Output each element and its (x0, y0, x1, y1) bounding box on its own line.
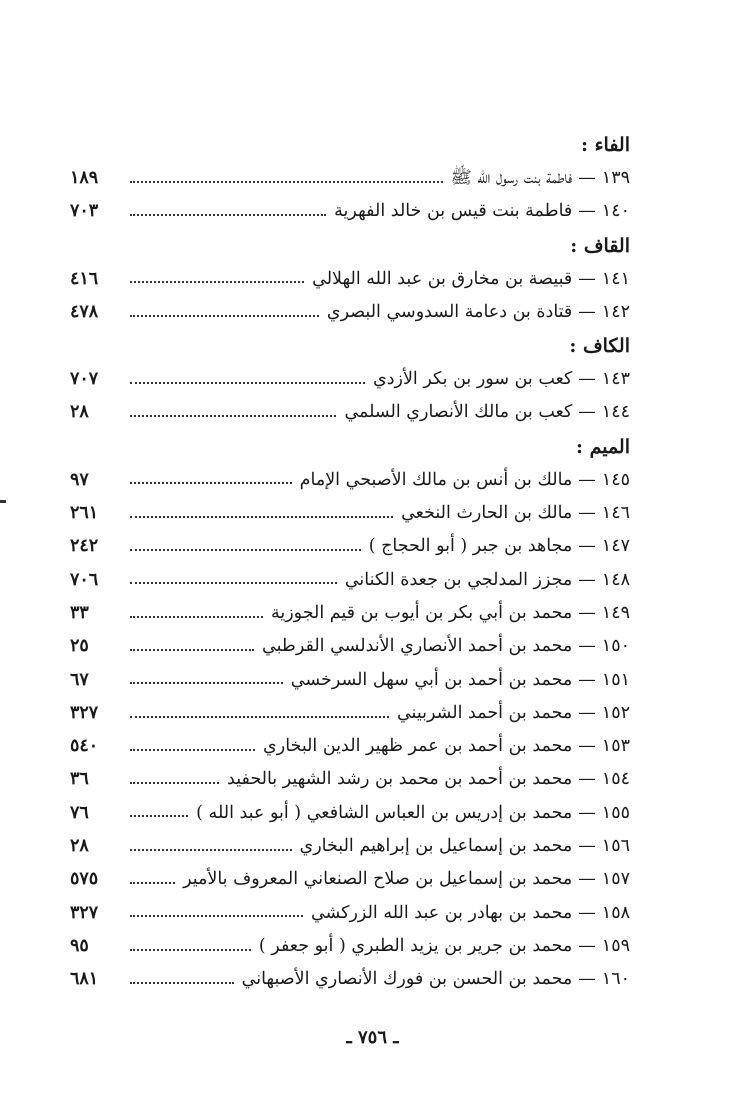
entry-dash: — (578, 503, 596, 524)
entry-page-number: ٧٦ (70, 802, 89, 823)
index-entry (70, 630, 630, 663)
dot-leader (130, 415, 336, 417)
entry-page-number: ٥٤٠ (70, 736, 99, 757)
entry-number: ١٥١ (601, 669, 630, 690)
entry-dash: — (578, 702, 596, 723)
entry-name: محمد بن إسماعيل بن إبراهيم البخاري (299, 836, 573, 857)
index-entry (70, 530, 630, 563)
entry-number: ١٤٣ (601, 369, 630, 390)
entry-page-number: ٢٨ (70, 402, 89, 423)
section-heading: الفاء : (580, 134, 630, 156)
entry-dash: — (578, 669, 596, 690)
entry-number: ١٤١ (601, 268, 630, 289)
dot-leader (130, 949, 251, 951)
index-entry (70, 697, 630, 730)
entry-name: محمد بن أبي بكر بن أيوب بن قيم الجوزية (270, 602, 573, 623)
dot-leader (130, 649, 254, 651)
index-entry (70, 296, 630, 329)
entry-dash: — (578, 636, 596, 657)
entry-page-number: ٣٢٧ (70, 902, 99, 923)
index-entry (70, 162, 630, 195)
entry-page-number: ٢٤٢ (70, 536, 99, 557)
index-entry (70, 195, 630, 228)
index-entry (70, 664, 630, 697)
entry-name: محمد بن أحمد بن عمر ظهير الدين البخاري (263, 736, 573, 757)
entry-page-number: ٧٠٣ (70, 201, 99, 222)
entry-name: محمد بن أحمد بن أبي سهل السرخسي (290, 669, 573, 690)
dot-leader (130, 616, 263, 618)
entry-dash: — (578, 836, 596, 857)
entry-name: مجاهد بن جبر ( أبو الحجاج ) (368, 536, 573, 557)
entry-number: ١٥٠ (601, 636, 630, 657)
index-entry (70, 497, 630, 530)
entry-dash: — (578, 935, 596, 956)
entry-number: ١٥٣ (601, 736, 630, 757)
entry-dash: — (578, 536, 596, 557)
entry-page-number: ٣٢٧ (70, 702, 99, 723)
entry-page-number: ٩٥ (70, 935, 89, 956)
entry-number: ١٤٨ (601, 569, 630, 590)
index-entry (70, 730, 630, 763)
entry-page-number: ٣٣ (70, 602, 89, 623)
entry-page-number: ٦٧ (70, 669, 89, 690)
entry-name: محمد بن أحمد الشربيني (396, 702, 573, 723)
entry-number: ١٥٨ (601, 902, 630, 923)
entry-number: ١٥٢ (601, 702, 630, 723)
entry-dash: — (578, 201, 596, 222)
page-number: ـ ٧٥٦ ـ (346, 1027, 399, 1048)
entry-page-number: ٤١٦ (70, 268, 99, 289)
entry-name: فاطمة بنت قيس بن خالد الفهرية (334, 201, 573, 222)
entry-number: ١٤٩ (601, 602, 630, 623)
entry-page-number: ٤٧٨ (70, 301, 99, 322)
entry-page-number: ٦٨١ (70, 969, 99, 990)
entry-page-number: ٥٧٥ (70, 869, 99, 890)
dot-leader (130, 782, 219, 784)
entry-name: فاطمة بنت رسول الله ﷺ (450, 168, 573, 188)
dot-leader (130, 382, 365, 384)
entry-number: ١٤٦ (601, 503, 630, 524)
entry-dash: — (578, 168, 596, 188)
entry-name: محمد بن جرير بن يزيد الطبري ( أبو جعفر ) (258, 935, 573, 956)
entry-name: محمد بن بهادر بن عبد الله الزركشي (310, 902, 573, 923)
entry-number: ١٤٤ (601, 402, 630, 423)
dot-leader (130, 315, 319, 317)
entry-page-number: ٣٦ (70, 769, 89, 790)
entry-name: مالك بن أنس بن مالك الأصبحي الإمام (299, 469, 573, 490)
index-entry (70, 797, 630, 830)
entry-page-number: ٧٠٦ (70, 569, 99, 590)
dot-leader (130, 582, 337, 584)
entry-dash: — (578, 402, 596, 423)
section-heading: الميم : (575, 435, 630, 458)
entry-dash: — (578, 769, 596, 790)
dot-leader (130, 482, 292, 484)
index-entry (70, 263, 630, 296)
index-entry (70, 930, 630, 963)
entry-number: ١٥٧ (601, 869, 630, 890)
dot-leader (130, 849, 292, 851)
entry-number: ١٤٢ (601, 301, 630, 322)
dot-leader (130, 181, 443, 183)
entry-page-number: ٢٨ (70, 836, 89, 857)
section-heading: القاف : (570, 234, 630, 257)
entry-name: محمد بن أحمد بن محمد بن رشد الشهير بالحفيد (227, 769, 573, 790)
dot-leader (130, 549, 361, 551)
entry-number: ١٥٦ (601, 836, 630, 857)
index-entry (70, 396, 630, 429)
entry-name: مالك بن الحارث النخعي (401, 503, 573, 524)
entry-number: ١٤٥ (601, 469, 630, 490)
entry-number: ١٥٩ (601, 935, 630, 956)
index-entry (70, 597, 630, 630)
entry-page-number: ٢٦١ (70, 503, 99, 524)
entry-number: ١٤٠ (601, 201, 630, 222)
dot-leader (130, 214, 326, 216)
entry-number: ١٥٥ (601, 802, 630, 823)
index-entry (70, 963, 630, 996)
dot-leader (130, 915, 303, 917)
entry-name: قتادة بن دعامة السدوسي البصري (326, 301, 573, 322)
entry-name: محمد بن إسماعيل بن صلاح الصنعاني المعروف بالأمير (183, 869, 573, 890)
dot-leader (130, 516, 393, 518)
dot-leader (130, 716, 389, 718)
entry-dash: — (578, 301, 596, 322)
entry-name: مجزز المدلجي بن جعدة الكناني (344, 569, 573, 590)
entry-dash: — (578, 969, 596, 990)
entry-name: قبيصة بن مخارق بن عبد الله الهلالي (312, 268, 573, 289)
entry-number: ١٣٩ (601, 168, 630, 188)
entry-name: محمد بن أحمد الأنصاري الأندلسي القرطبي (262, 636, 573, 657)
entry-dash: — (578, 602, 596, 623)
index-entry (70, 564, 630, 597)
entry-name: محمد بن الحسن بن فورك الأنصاري الأصبهاني (241, 969, 573, 990)
section-heading: الكاف : (569, 335, 630, 358)
index-list (70, 128, 630, 997)
dot-leader (130, 682, 283, 684)
index-entry (70, 830, 630, 863)
entry-number: ١٥٤ (601, 769, 630, 790)
entry-page-number: ٧٠٧ (70, 369, 99, 390)
dot-leader (130, 815, 188, 817)
entry-number: ١٦٠ (601, 969, 630, 990)
dot-leader (130, 749, 255, 751)
entry-dash: — (578, 869, 596, 890)
entry-dash: — (578, 736, 596, 757)
entry-name: كعب بن مالك الأنصاري السلمي (344, 402, 573, 423)
entry-page-number: ٩٧ (70, 469, 89, 490)
index-entry (70, 863, 630, 896)
margin-mark (0, 500, 6, 503)
entry-page-number: ١٨٩ (70, 168, 99, 188)
entry-dash: — (578, 469, 596, 490)
entry-number: ١٤٧ (601, 536, 630, 557)
entry-page-number: ٢٥ (70, 636, 89, 657)
entry-dash: — (578, 369, 596, 390)
index-entry (70, 897, 630, 930)
entry-name: كعب بن سور بن بكر الأزدي (373, 369, 573, 390)
index-entry (70, 363, 630, 396)
index-entry (70, 464, 630, 497)
entry-dash: — (578, 802, 596, 823)
dot-leader (130, 882, 175, 884)
dot-leader (130, 281, 304, 283)
dot-leader (130, 982, 234, 984)
index-entry (70, 763, 630, 796)
entry-dash: — (578, 569, 596, 590)
entry-name: محمد بن إدريس بن العباس الشافعي ( أبو عبد الله ) (196, 802, 573, 823)
entry-dash: — (578, 268, 596, 289)
entry-dash: — (578, 902, 596, 923)
